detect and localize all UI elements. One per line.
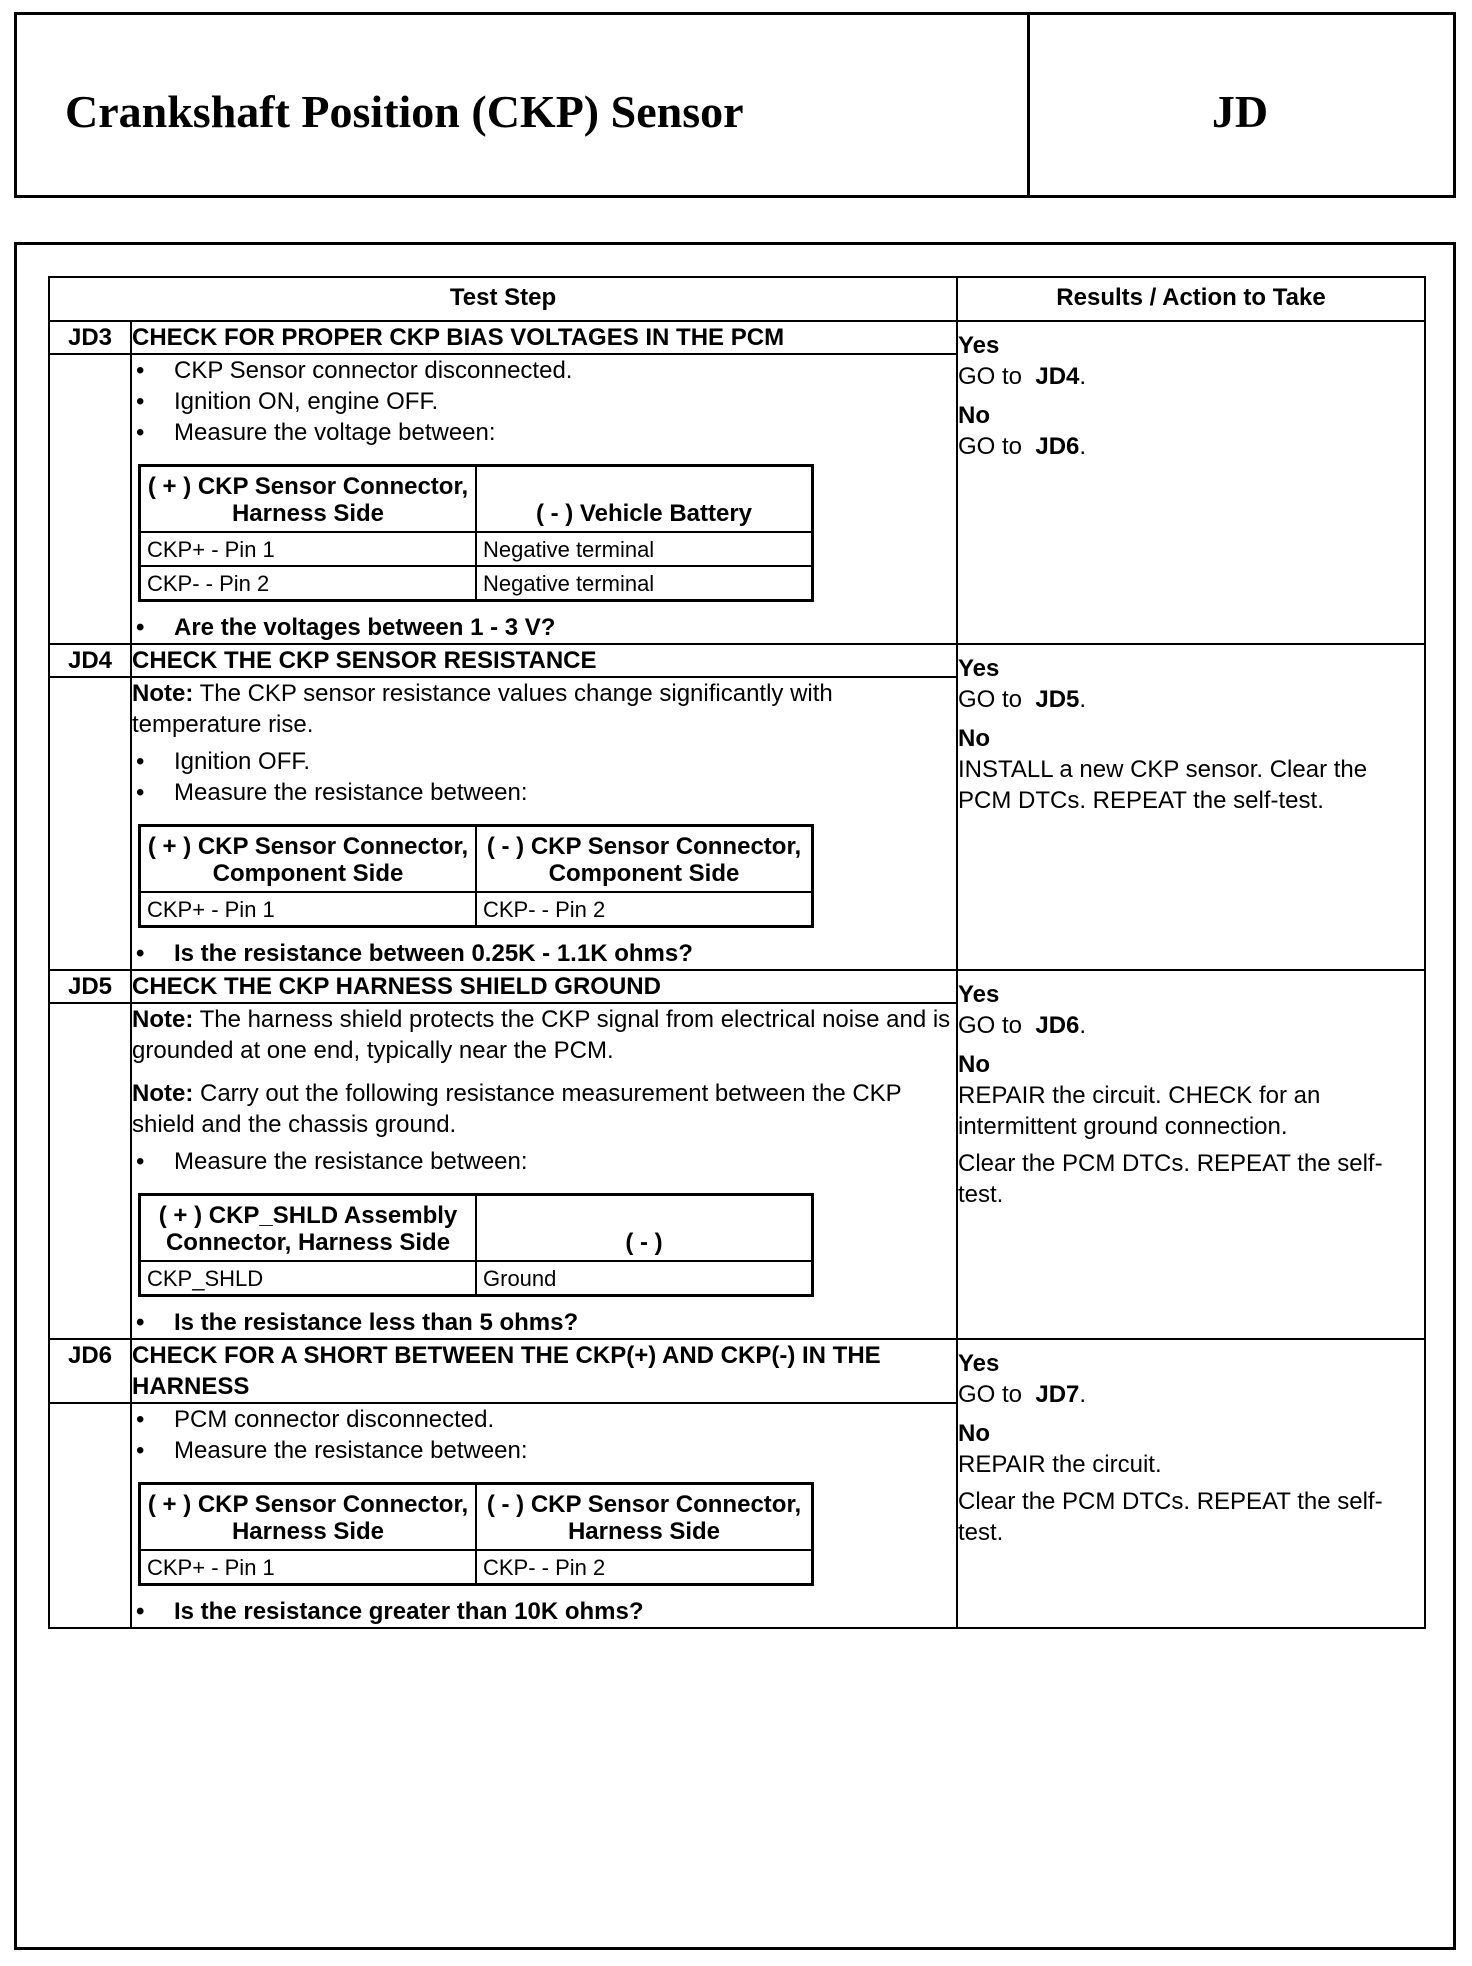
step-title: CHECK FOR A SHORT BETWEEN THE CKP(+) AND CKP(-) IN THE HARNESS [131,1339,957,1403]
section-code: JD [1211,86,1269,137]
punct: . [1079,686,1087,713]
meas-cell: CKP+ - Pin 1 [140,532,477,566]
step-title: CHECK THE CKP SENSOR RESISTANCE [131,644,957,677]
step-id: JD3 [49,321,131,354]
step-bullets [132,1404,956,1466]
meas-cell: CKP- - Pin 2 [476,1550,813,1585]
no-label: No [958,1420,990,1447]
page-header [14,12,1456,198]
meas-header-positive: ( + ) CKP Sensor Connector, Component Side [140,826,477,893]
step-id-spacer [49,677,131,970]
no-label: No [958,725,990,752]
step-body [131,354,957,644]
bullet: • Ignition ON, engine OFF. [132,386,956,417]
no-action-2: Clear the PCM DTCs. REPEAT the self-test. [958,1150,1383,1208]
measurement-table [138,1193,814,1297]
note-label: Note: [132,1080,194,1107]
note-label: Note: [132,680,194,707]
punct: . [1079,1012,1087,1039]
yes-action: GO to [958,686,1023,713]
step-result [957,1339,1425,1628]
step-body [131,677,957,970]
meas-header-positive: ( + ) CKP Sensor Connector, Harness Side [140,1484,477,1551]
column-header-test-step: Test Step [49,277,957,321]
meas-cell: CKP+ - Pin 1 [140,1550,477,1585]
page-title: Crankshaft Position (CKP) Sensor [65,86,744,137]
bullet: • Measure the resistance between: [132,1435,956,1466]
step-question: • Is the resistance between 0.25K - 1.1K ohms? [132,938,956,969]
step-result [957,644,1425,970]
punct: . [1079,433,1087,460]
step-body [131,1003,957,1339]
step-question: • Is the resistance greater than 10K ohms? [132,1596,956,1627]
goto-link[interactable]: JD6 [1035,433,1080,460]
yes-label: Yes [958,1350,1000,1377]
step-body [131,1403,957,1628]
goto-link[interactable]: JD6 [1035,1012,1080,1039]
bullet: • Ignition OFF. [132,746,956,777]
punct: . [1079,1381,1087,1408]
punct: . [1079,363,1087,390]
meas-header-negative: ( - ) [476,1195,813,1262]
step-id: JD6 [49,1339,131,1403]
meas-header-negative: ( - ) CKP Sensor Connector, Harness Side [476,1484,813,1551]
column-header-results: Results / Action to Take [957,277,1425,321]
step-bullets [132,746,956,808]
no-action: REPAIR the circuit. [958,1451,1162,1478]
step-question: • Is the resistance less than 5 ohms? [132,1307,956,1338]
bullet: • Measure the resistance between: [132,1146,956,1177]
meas-header-positive: ( + ) CKP Sensor Connector, Harness Side [140,466,477,533]
test-step-table [48,276,1426,1629]
step-question: • Are the voltages between 1 - 3 V? [132,612,956,643]
step-result [957,321,1425,644]
yes-label: Yes [958,981,1000,1008]
bullet: • Measure the resistance between: [132,777,956,808]
step-id: JD4 [49,644,131,677]
no-label: No [958,402,990,429]
step-note [132,1078,956,1140]
step-note [132,1004,956,1066]
goto-link[interactable]: JD4 [1035,363,1080,390]
step-id: JD5 [49,970,131,1003]
note-text: Carry out the following resistance measurement between the CKP shield and the chassis ground. [132,1080,902,1138]
yes-label: Yes [958,332,1000,359]
goto-link[interactable]: JD5 [1035,686,1080,713]
step-bullets [132,355,956,448]
measurement-table [138,824,814,928]
no-action: REPAIR the circuit. CHECK for an intermittent ground connection. [958,1082,1321,1140]
yes-action: GO to [958,1381,1023,1408]
bullet: • Measure the voltage between: [132,417,956,448]
meas-cell: Negative terminal [476,532,813,566]
meas-cell: Ground [476,1261,813,1296]
bullet: • PCM connector disconnected. [132,1404,956,1435]
meas-header-negative: ( - ) CKP Sensor Connector, Component Side [476,826,813,893]
meas-cell: CKP+ - Pin 1 [140,892,477,927]
no-action-2: Clear the PCM DTCs. REPEAT the self-test. [958,1488,1383,1546]
step-note [132,678,956,740]
yes-action: GO to [958,1012,1023,1039]
meas-cell: Negative terminal [476,566,813,601]
step-title: CHECK FOR PROPER CKP BIAS VOLTAGES IN THE PCM [131,321,957,354]
meas-cell: CKP- - Pin 2 [140,566,477,601]
yes-action: GO to [958,363,1023,390]
step-title: CHECK THE CKP HARNESS SHIELD GROUND [131,970,957,1003]
meas-cell: CKP- - Pin 2 [476,892,813,927]
yes-label: Yes [958,655,1000,682]
meas-header-positive: ( + ) CKP_SHLD Assembly Connector, Harness Side [140,1195,477,1262]
step-id-spacer [49,1403,131,1628]
note-label: Note: [132,1006,194,1033]
no-label: No [958,1051,990,1078]
bullet: • CKP Sensor connector disconnected. [132,355,956,386]
no-action: INSTALL a new CKP sensor. Clear the PCM DTCs. REPEAT the self-test. [958,756,1368,814]
no-action: GO to [958,433,1023,460]
measurement-table [138,464,814,602]
note-text: The harness shield protects the CKP signal from electrical noise and is grounded at one end, typically near the PCM. [132,1006,951,1064]
step-id-spacer [49,1003,131,1339]
goto-link[interactable]: JD7 [1035,1381,1080,1408]
note-text: The CKP sensor resistance values change significantly with temperature rise. [132,680,833,738]
step-result [957,970,1425,1339]
meas-header-negative: ( - ) Vehicle Battery [476,466,813,533]
measurement-table [138,1482,814,1586]
step-id-spacer [49,354,131,644]
meas-cell: CKP_SHLD [140,1261,477,1296]
step-bullets [132,1146,956,1177]
